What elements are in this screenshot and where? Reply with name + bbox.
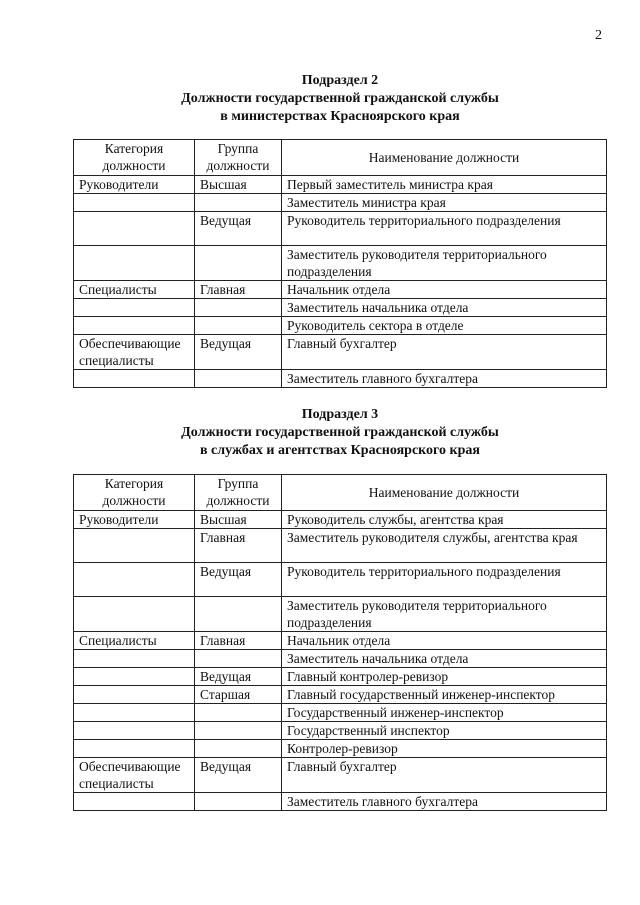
table-row: [74, 650, 607, 668]
table-row: [74, 299, 607, 317]
table-row: [74, 722, 607, 740]
table-row: [74, 632, 607, 650]
cell-position: Заместитель руководителя территориального подразделения: [282, 246, 607, 281]
table-row: [74, 194, 607, 212]
cell-category: Руководители: [74, 511, 195, 529]
cell-category: [74, 370, 195, 388]
cell-group: Ведущая: [195, 668, 282, 686]
cell-position: Заместитель руководителя территориального подразделения: [282, 597, 607, 632]
cell-group: [195, 370, 282, 388]
table-row: [74, 281, 607, 299]
cell-group: Ведущая: [195, 758, 282, 793]
cell-position: Первый заместитель министра края: [282, 176, 607, 194]
table-row: [74, 212, 607, 246]
cell-group: Главная: [195, 632, 282, 650]
cell-position: Главный бухгалтер: [282, 758, 607, 793]
cell-position: Заместитель главного бухгалтера: [282, 793, 607, 811]
cell-group: [195, 740, 282, 758]
subsection-subtitle-line1: Должности государственной гражданской службы: [181, 91, 499, 106]
cell-group: Высшая: [195, 511, 282, 529]
table-row: [74, 597, 607, 632]
cell-position: Руководитель сектора в отделе: [282, 317, 607, 335]
cell-category: [74, 194, 195, 212]
table-row: [74, 793, 607, 811]
cell-category: [74, 597, 195, 632]
cell-position: Заместитель начальника отдела: [282, 299, 607, 317]
cell-group: [195, 704, 282, 722]
table-row: [74, 246, 607, 281]
cell-group: Ведущая: [195, 212, 282, 246]
cell-position: Заместитель министра края: [282, 194, 607, 212]
table-row: [74, 176, 607, 194]
cell-group: [195, 597, 282, 632]
cell-group: Главная: [195, 529, 282, 563]
cell-group: [195, 722, 282, 740]
subsection-heading: [72, 72, 608, 126]
subsection-2: [72, 72, 608, 388]
cell-category: [74, 317, 195, 335]
cell-position: Главный контролер-ревизор: [282, 668, 607, 686]
table-row: [74, 317, 607, 335]
cell-category: [74, 686, 195, 704]
cell-position: Начальник отдела: [282, 281, 607, 299]
cell-category: [74, 529, 195, 563]
cell-position: Заместитель главного бухгалтера: [282, 370, 607, 388]
positions-table: [73, 139, 607, 388]
page-number: 2: [595, 28, 602, 43]
cell-category: Обеспечивающие специалисты: [74, 335, 195, 370]
cell-position: Государственный инспектор: [282, 722, 607, 740]
table-row: [74, 511, 607, 529]
subsection-subtitle-line1: Должности государственной гражданской службы: [181, 425, 499, 440]
cell-category: [74, 299, 195, 317]
table-row: [74, 370, 607, 388]
cell-position: Главный государственный инженер-инспектор: [282, 686, 607, 704]
cell-position: Государственный инженер-инспектор: [282, 704, 607, 722]
table-row: [74, 563, 607, 597]
cell-position: Главный бухгалтер: [282, 335, 607, 370]
table-row: [74, 668, 607, 686]
cell-group: Ведущая: [195, 335, 282, 370]
cell-category: Специалисты: [74, 632, 195, 650]
column-header-position: Наименование должности: [282, 140, 607, 176]
cell-group: [195, 793, 282, 811]
table-row: [74, 335, 607, 370]
cell-category: [74, 722, 195, 740]
cell-group: Ведущая: [195, 563, 282, 597]
cell-category: Обеспечивающие специалисты: [74, 758, 195, 793]
cell-group: Старшая: [195, 686, 282, 704]
cell-category: [74, 246, 195, 281]
cell-group: Главная: [195, 281, 282, 299]
cell-group: [195, 650, 282, 668]
cell-position: Начальник отдела: [282, 632, 607, 650]
cell-position: Руководитель территориального подразделения: [282, 212, 607, 246]
cell-category: [74, 563, 195, 597]
column-header-position: Наименование должности: [282, 475, 607, 511]
cell-category: [74, 668, 195, 686]
cell-group: [195, 317, 282, 335]
table-row: [74, 686, 607, 704]
column-header-group: Группа должности: [195, 140, 282, 176]
subsection-heading: [72, 406, 608, 460]
cell-category: [74, 704, 195, 722]
cell-position: Контролер-ревизор: [282, 740, 607, 758]
column-header-category: Категория должности: [74, 475, 195, 511]
cell-group: [195, 194, 282, 212]
cell-category: [74, 793, 195, 811]
cell-category: Специалисты: [74, 281, 195, 299]
subsection-title: Подраздел 2: [301, 73, 379, 88]
cell-position: Заместитель руководителя службы, агентства края: [282, 529, 607, 563]
cell-position: Заместитель начальника отдела: [282, 650, 607, 668]
table-row: [74, 704, 607, 722]
table-row: [74, 758, 607, 793]
subsection-subtitle-line2: в министерствах Красноярского края: [220, 109, 460, 124]
table-header-row: [74, 140, 607, 176]
cell-category: [74, 740, 195, 758]
cell-group: Высшая: [195, 176, 282, 194]
table-header-row: [74, 475, 607, 511]
cell-category: [74, 650, 195, 668]
subsection-title: Подраздел 3: [301, 407, 379, 422]
column-header-group: Группа должности: [195, 475, 282, 511]
positions-table: [73, 474, 607, 811]
cell-group: [195, 299, 282, 317]
table-row: [74, 740, 607, 758]
cell-category: Руководители: [74, 176, 195, 194]
cell-position: Руководитель службы, агентства края: [282, 511, 607, 529]
cell-position: Руководитель территориального подразделения: [282, 563, 607, 597]
cell-category: [74, 212, 195, 246]
column-header-category: Категория должности: [74, 140, 195, 176]
subsection-subtitle-line2: в службах и агентствах Красноярского края: [200, 443, 480, 458]
cell-group: [195, 246, 282, 281]
subsection-3: [72, 406, 608, 811]
table-row: [74, 529, 607, 563]
